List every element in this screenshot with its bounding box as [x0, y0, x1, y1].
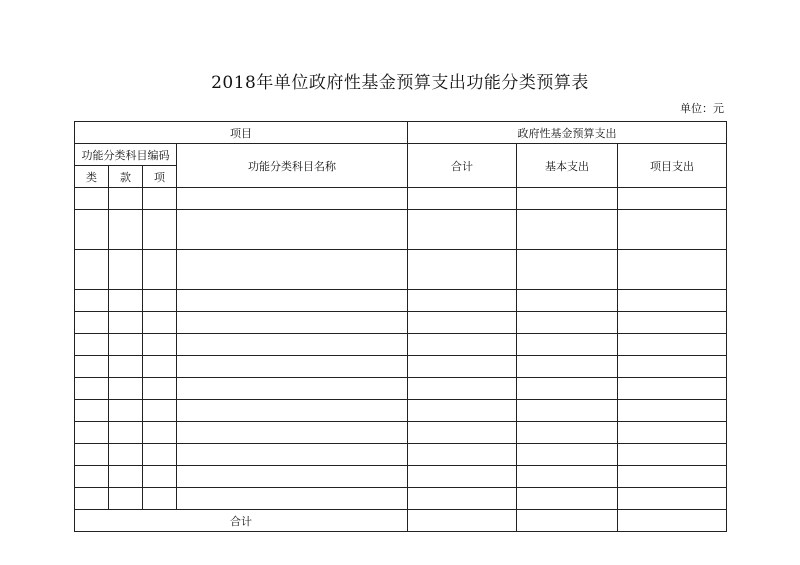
- cell-basic: [517, 444, 618, 466]
- cell-cat: [75, 488, 109, 510]
- cell-basic: [517, 312, 618, 334]
- cell-name: [177, 488, 408, 510]
- table-row: [75, 312, 727, 334]
- cell-cat: [75, 400, 109, 422]
- cell-basic: [517, 250, 618, 290]
- cell-cat: [75, 312, 109, 334]
- cell-item: [143, 378, 177, 400]
- cell-cat: [75, 188, 109, 210]
- table-row: [75, 422, 727, 444]
- cell-item: [143, 290, 177, 312]
- cell-total: [408, 422, 517, 444]
- cell-sec: [109, 290, 143, 312]
- cell-basic: [517, 400, 618, 422]
- cell-sec: [109, 188, 143, 210]
- header-item: 项目: [75, 122, 408, 144]
- cell-item: [143, 356, 177, 378]
- cell-sec: [109, 400, 143, 422]
- cell-name: [177, 312, 408, 334]
- cell-project: [618, 312, 727, 334]
- cell-project: [618, 210, 727, 250]
- table-row: [75, 188, 727, 210]
- cell-cat: [75, 466, 109, 488]
- table-row: [75, 444, 727, 466]
- cell-basic: [517, 378, 618, 400]
- cell-item: [143, 444, 177, 466]
- cell-name: [177, 444, 408, 466]
- cell-name: [177, 400, 408, 422]
- cell-sec: [109, 356, 143, 378]
- table-row: [75, 488, 727, 510]
- cell-total: [408, 400, 517, 422]
- cell-item: [143, 312, 177, 334]
- cell-sec: [109, 378, 143, 400]
- cell-item: [143, 210, 177, 250]
- cell-sec: [109, 250, 143, 290]
- cell-name: [177, 356, 408, 378]
- header-total: 合计: [408, 144, 517, 188]
- cell-project: [618, 250, 727, 290]
- cell-item: [143, 488, 177, 510]
- header-basic: 基本支出: [517, 144, 618, 188]
- total-project: [618, 510, 727, 532]
- table-row: [75, 210, 727, 250]
- header-name: 功能分类科目名称: [177, 144, 408, 188]
- cell-total: [408, 290, 517, 312]
- cell-total: [408, 250, 517, 290]
- cell-total: [408, 312, 517, 334]
- cell-project: [618, 400, 727, 422]
- cell-sec: [109, 444, 143, 466]
- cell-item: [143, 400, 177, 422]
- cell-project: [618, 356, 727, 378]
- unit-label: 单位：元: [680, 102, 724, 115]
- table-row: [75, 378, 727, 400]
- cell-project: [618, 188, 727, 210]
- cell-sec: [109, 466, 143, 488]
- cell-basic: [517, 188, 618, 210]
- table-row: [75, 250, 727, 290]
- cell-item: [143, 334, 177, 356]
- cell-item: [143, 188, 177, 210]
- cell-item: [143, 422, 177, 444]
- cell-cat: [75, 422, 109, 444]
- cell-name: [177, 290, 408, 312]
- header-expense-group: 政府性基金预算支出: [408, 122, 727, 144]
- table-row: [75, 356, 727, 378]
- table-row: [75, 290, 727, 312]
- cell-total: [408, 466, 517, 488]
- table-row: [75, 466, 727, 488]
- header-section: 款: [109, 166, 143, 188]
- cell-sec: [109, 334, 143, 356]
- cell-cat: [75, 378, 109, 400]
- total-total: [408, 510, 517, 532]
- cell-basic: [517, 210, 618, 250]
- header-project: 项目支出: [618, 144, 727, 188]
- cell-project: [618, 444, 727, 466]
- cell-total: [408, 210, 517, 250]
- cell-cat: [75, 444, 109, 466]
- cell-total: [408, 378, 517, 400]
- cell-name: [177, 250, 408, 290]
- cell-basic: [517, 290, 618, 312]
- table-row: [75, 334, 727, 356]
- header-category: 类: [75, 166, 109, 188]
- cell-cat: [75, 356, 109, 378]
- cell-project: [618, 378, 727, 400]
- cell-project: [618, 334, 727, 356]
- cell-name: [177, 188, 408, 210]
- budget-table: [74, 121, 727, 532]
- cell-name: [177, 466, 408, 488]
- header-code-group: 功能分类科目编码: [75, 144, 177, 166]
- cell-total: [408, 356, 517, 378]
- cell-sec: [109, 488, 143, 510]
- cell-total: [408, 334, 517, 356]
- cell-name: [177, 378, 408, 400]
- cell-name: [177, 422, 408, 444]
- cell-project: [618, 290, 727, 312]
- cell-cat: [75, 210, 109, 250]
- cell-basic: [517, 356, 618, 378]
- cell-name: [177, 334, 408, 356]
- cell-basic: [517, 422, 618, 444]
- total-label: 合计: [75, 510, 408, 532]
- cell-cat: [75, 334, 109, 356]
- cell-cat: [75, 290, 109, 312]
- cell-cat: [75, 250, 109, 290]
- cell-project: [618, 488, 727, 510]
- cell-item: [143, 466, 177, 488]
- cell-basic: [517, 334, 618, 356]
- cell-item: [143, 250, 177, 290]
- cell-total: [408, 488, 517, 510]
- cell-basic: [517, 488, 618, 510]
- cell-basic: [517, 466, 618, 488]
- total-basic: [517, 510, 618, 532]
- table-row: [75, 400, 727, 422]
- cell-sec: [109, 210, 143, 250]
- cell-total: [408, 188, 517, 210]
- header-item-code: 项: [143, 166, 177, 188]
- cell-project: [618, 466, 727, 488]
- cell-project: [618, 422, 727, 444]
- cell-sec: [109, 312, 143, 334]
- cell-total: [408, 444, 517, 466]
- cell-name: [177, 210, 408, 250]
- cell-sec: [109, 422, 143, 444]
- page-title: 2018年单位政府性基金预算支出功能分类预算表: [211, 73, 589, 93]
- total-row: [75, 510, 727, 532]
